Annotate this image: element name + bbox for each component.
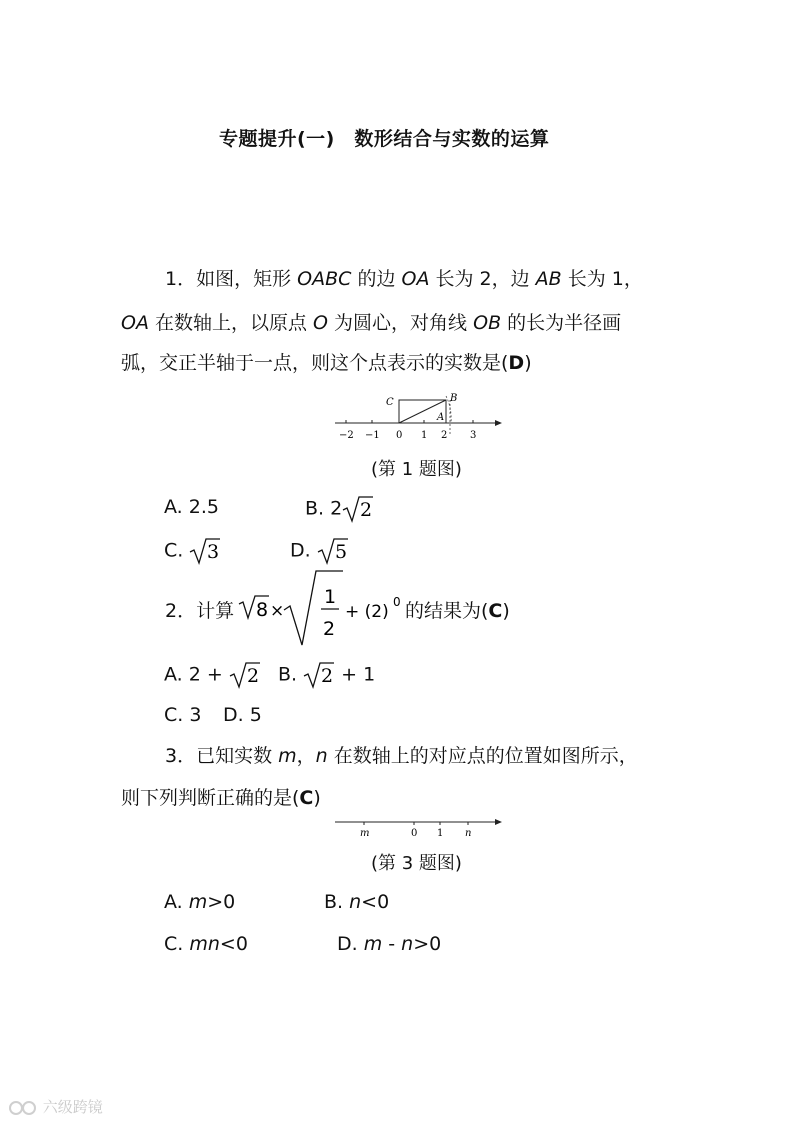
- q2-expression: [238, 568, 408, 648]
- q3-label-m: m: [360, 828, 370, 839]
- q1-tick-label: 3: [470, 430, 477, 441]
- watermark-logo-icon: [8, 1099, 38, 1117]
- q2-option-b: B. 2 + 1: [278, 663, 376, 687]
- q3-label-n: n: [465, 828, 472, 839]
- q2-answer: C: [488, 600, 503, 622]
- svg-text:×: ×: [270, 601, 285, 621]
- q3-line-2: 则下列判断正确的是(C): [121, 787, 321, 809]
- q1-label-a: A: [437, 412, 445, 423]
- q3-figure: [330, 812, 505, 840]
- q1-caption: (第 1 题图): [371, 459, 462, 480]
- svg-text:2: 2: [323, 618, 336, 640]
- q3-caption: (第 3 题图): [371, 853, 462, 874]
- q1-tick-label: −1: [365, 430, 380, 441]
- q1-line-3: 弧，交正半轴于一点，则这个点表示的实数是(D): [121, 352, 532, 374]
- q3-option-a: A. m>0: [164, 891, 236, 913]
- q1-option-b: B. 2 2: [305, 497, 373, 521]
- svg-text:5: 5: [334, 541, 347, 563]
- q1-tick-label: −2: [339, 430, 354, 441]
- q3-option-b: B. n<0: [324, 891, 390, 913]
- q2-line-1: 2．计算: [165, 600, 235, 622]
- page-title: 专题提升(一) 数形结合与实数的运算: [219, 128, 550, 150]
- svg-text:0: 0: [393, 595, 401, 609]
- q1-answer: D: [508, 352, 525, 374]
- q2-option-c: C. 3: [164, 704, 202, 726]
- q1-label-c: C: [386, 397, 394, 408]
- q1-tick-label: 0: [396, 430, 403, 441]
- q3-answer: C: [299, 787, 314, 809]
- q1-line-2: OA 在数轴上，以原点 O 为圆心，对角线 OB 的长为半径画: [121, 312, 622, 334]
- q3-label-0: 0: [411, 828, 418, 839]
- q1-label-b: B: [450, 393, 458, 404]
- q1-tick-label: 2: [441, 430, 448, 441]
- svg-text:8: 8: [256, 599, 269, 621]
- q1-option-c: C. 3: [164, 539, 220, 563]
- q2-option-a: A. 2 + 2: [164, 663, 259, 687]
- q1-figure: [330, 388, 505, 444]
- q1-option-a: A. 2.5: [164, 496, 219, 518]
- q3-label-1: 1: [437, 828, 444, 839]
- svg-text:2: 2: [246, 665, 259, 687]
- watermark: 六级跨镜: [8, 1096, 103, 1117]
- q3-option-c: C. mn<0: [164, 933, 248, 955]
- svg-text:1: 1: [324, 586, 337, 608]
- svg-text:+ (2): + (2): [345, 602, 389, 622]
- q2-option-d: D. 5: [223, 704, 262, 726]
- svg-text:2: 2: [321, 665, 334, 687]
- q1-tick-label: 1: [421, 430, 428, 441]
- q3-line-1: 3．已知实数 m，n 在数轴上的对应点的位置如图所示，: [165, 745, 638, 767]
- q3-option-d: D. m - n>0: [337, 933, 442, 955]
- svg-text:3: 3: [207, 541, 220, 563]
- q2-line-1-tail: 的结果为(C): [405, 600, 510, 622]
- q1-option-d: D. 5: [290, 539, 347, 563]
- q1-line-1: 1．如图，矩形 OABC 的边 OA 长为 2，边 AB 长为 1，: [165, 268, 643, 290]
- svg-text:2: 2: [360, 499, 373, 521]
